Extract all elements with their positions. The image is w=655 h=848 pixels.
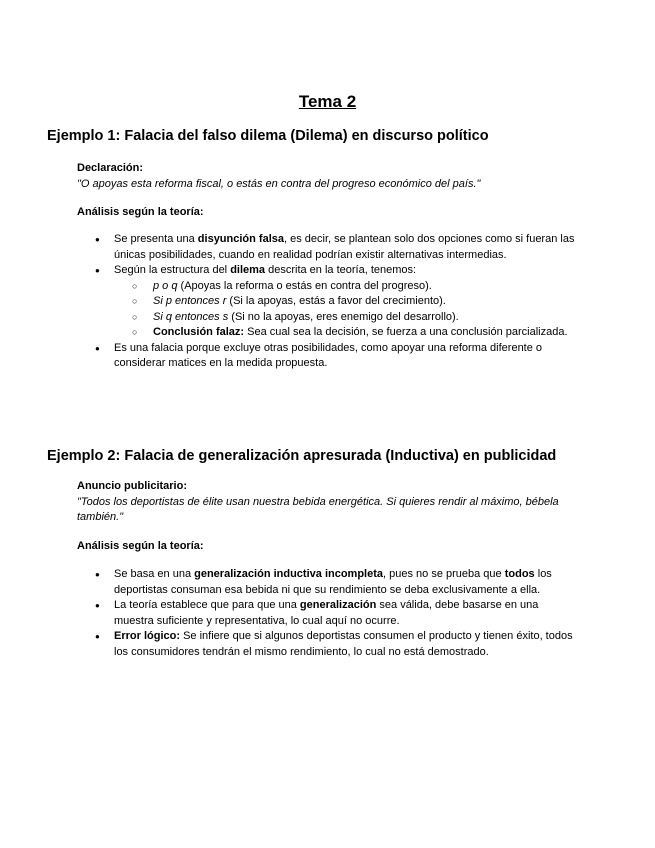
formula: Si p entonces r	[153, 295, 227, 307]
example1-analysis-label: Análisis según la teoría:	[77, 206, 204, 218]
list-item	[114, 325, 577, 341]
list-item	[114, 294, 577, 310]
text: Se basa en una	[114, 568, 195, 580]
dilemma-structure-list	[114, 279, 577, 341]
emphasis: dilema	[230, 264, 266, 276]
text: Se infiere que si algunos deportistas consumen el producto y tienen éxito, todos los consumidores tendrán el mismo rendimiento, lo cual no está demostrado.	[114, 630, 573, 658]
text: (Si la apoyas, estás a favor del crecimiento).	[226, 295, 446, 307]
list-item	[114, 310, 577, 326]
formula: Si q entonces s	[153, 310, 229, 323]
text: (Si no la apoyas, eres enemigo del desarrollo).	[228, 310, 459, 323]
text: , pues no se prueba que	[383, 568, 505, 580]
list-item	[77, 263, 577, 341]
emphasis: disyunción falsa	[197, 233, 284, 245]
text: Sea cual sea la decisión, se fuerza a una conclusión parcializada.	[244, 326, 568, 338]
example2-statement	[77, 479, 577, 526]
list-item	[77, 629, 577, 660]
example2-heading: Ejemplo 2: Falacia de generalización apresurada (Inductiva) en publicidad	[47, 448, 557, 464]
example2-analysis-label: Análisis según la teoría:	[77, 540, 204, 552]
example1-statement-text: "O apoyas esta reforma fiscal, o estás en contra del progreso económico del país."	[77, 177, 481, 190]
example1-analysis-list	[77, 232, 577, 372]
emphasis: todos	[504, 568, 535, 580]
text: , es decir, se plantean solo dos opciones como si fueran las únicas posibilidades, cuando en realidad podrían existir alternativas intermedias.	[114, 233, 575, 261]
text: los deportistas consuman esa bebida ni que su rendimiento se deba exclusivamente a ella.	[114, 568, 552, 596]
text: descrita en la teoría, tenemos:	[265, 264, 417, 276]
list-item	[77, 232, 577, 263]
example2-statement-label: Anuncio publicitario:	[77, 480, 187, 492]
emphasis: generalización inductiva incompleta	[194, 568, 384, 580]
page-title: Tema 2	[298, 92, 357, 111]
text: Se presenta una	[114, 233, 198, 245]
text: (Apoyas la reforma o estás en contra del progreso).	[177, 279, 432, 292]
text: Según la estructura del	[114, 264, 231, 276]
example1-statement-label: Declaración:	[77, 162, 144, 174]
list-item	[77, 567, 577, 598]
list-item	[114, 279, 577, 295]
example2-statement-text: "Todos los deportistas de élite usan nuestra bebida energética. Si quieres rendir al máximo, bébela también."	[77, 495, 559, 523]
example1-heading: Ejemplo 1: Falacia del falso dilema (Dilema) en discurso político	[47, 128, 489, 144]
text: sea válida, debe basarse en una muestra suficiente y representativa, lo cual aquí no ocurre.	[114, 599, 539, 627]
list-item	[77, 598, 577, 629]
emphasis: Error lógico:	[114, 630, 181, 642]
emphasis: generalización	[299, 599, 377, 611]
example1-statement	[77, 161, 577, 192]
list-item: ● Es una falacia porque excluye otras posibilidades, como apoyar una reforma diferente o considerar matices en la medida propuesta.	[77, 341, 577, 372]
text: La teoría establece que para que una	[114, 599, 300, 611]
formula: p o q	[153, 279, 178, 292]
example2-analysis-list	[77, 567, 577, 660]
emphasis: Conclusión falaz:	[153, 326, 245, 338]
